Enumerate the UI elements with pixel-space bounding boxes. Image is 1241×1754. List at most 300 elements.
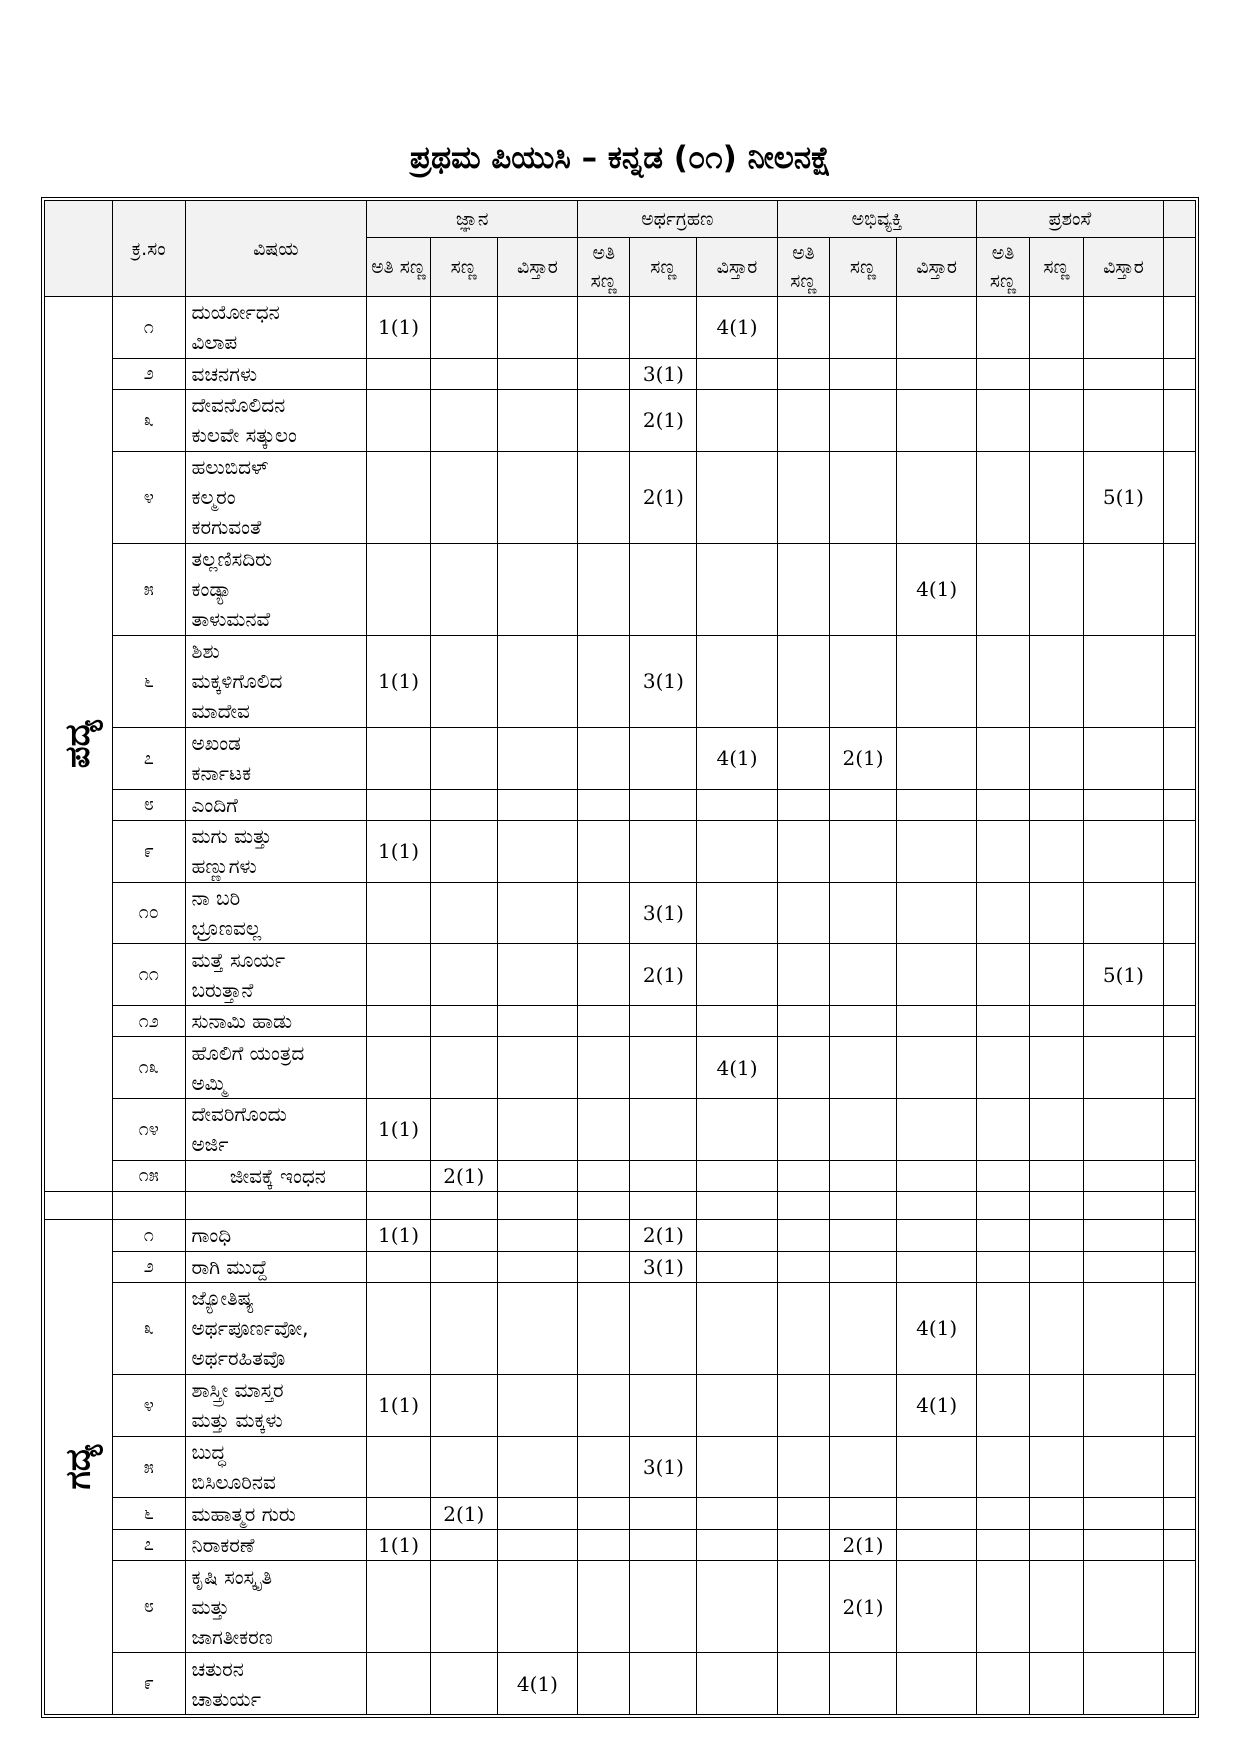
mark-cell	[697, 1561, 777, 1653]
blank-cell	[896, 1191, 976, 1219]
mark-cell	[977, 1653, 1029, 1715]
mark-cell	[497, 789, 577, 820]
topic-line: ಅರ್ಥರಹಿತವೊ	[191, 1346, 286, 1371]
mark-cell	[578, 1220, 630, 1251]
mark-cell	[497, 944, 577, 1006]
blueprint-table	[44, 200, 1196, 1715]
mark-cell	[630, 1098, 697, 1160]
topic-line: ಅಖಂಡ	[191, 731, 241, 756]
mark-cell	[1029, 1561, 1084, 1653]
mark-cell	[430, 358, 497, 389]
header-subcolumn: ಅತಿ ಸಣ್ಣ	[367, 238, 431, 297]
topic-line: ತಲ್ಲಣಿಸದಿರು	[191, 547, 273, 572]
mark-cell	[830, 1282, 897, 1374]
mark-cell	[896, 727, 976, 789]
mark-cell	[697, 789, 777, 820]
topic-line: ಹಲುಬಿದಳ್	[191, 455, 269, 480]
extra-cell	[1163, 390, 1195, 452]
extra-cell	[1163, 1251, 1195, 1282]
mark-cell	[1084, 1436, 1163, 1498]
blank-cell	[777, 1191, 829, 1219]
topic-line: ಜಾಗತೀಕರಣ	[191, 1624, 273, 1649]
mark-cell: 3(1)	[630, 882, 697, 944]
mark-cell	[630, 1005, 697, 1036]
mark-cell	[578, 882, 630, 944]
mark-cell	[697, 1251, 777, 1282]
mark-cell	[578, 1498, 630, 1529]
mark-cell	[578, 1375, 630, 1437]
topic-line: ಕರಗುವಂತೆ	[191, 515, 262, 540]
mark-cell	[430, 1220, 497, 1251]
extra-cell	[1163, 944, 1195, 1006]
mark-cell	[1084, 1037, 1163, 1099]
header-extra	[1163, 201, 1195, 238]
mark-cell	[1084, 1160, 1163, 1191]
mark-cell	[1084, 1529, 1163, 1560]
mark-cell	[367, 1498, 431, 1529]
mark-cell	[777, 635, 829, 727]
mark-cell	[977, 789, 1029, 820]
mark-cell	[896, 1098, 976, 1160]
mark-cell	[896, 820, 976, 882]
mark-cell: 2(1)	[630, 1220, 697, 1251]
mark-cell	[830, 1498, 897, 1529]
mark-cell: 1(1)	[367, 1529, 431, 1560]
mark-cell	[1084, 543, 1163, 635]
mark-cell	[896, 789, 976, 820]
topic-line: ಚಾತುರ್ಯ	[191, 1686, 261, 1711]
mark-cell	[430, 820, 497, 882]
mark-cell	[367, 1282, 431, 1374]
topic-line: ಕಂಡ್ಯಾ	[191, 577, 232, 602]
blank-cell	[497, 1191, 577, 1219]
mark-cell	[977, 1098, 1029, 1160]
mark-cell	[497, 1098, 577, 1160]
topic-cell	[185, 543, 367, 635]
table-row	[45, 1282, 1196, 1374]
mark-cell: 1(1)	[367, 1098, 431, 1160]
topic-cell	[185, 1436, 367, 1498]
mark-cell	[896, 1005, 976, 1036]
mark-cell: 1(1)	[367, 1220, 431, 1251]
mark-cell	[630, 1529, 697, 1560]
topic-line: ಕೃಷಿ ಸಂಸ್ಕೃತಿ	[191, 1564, 273, 1589]
extra-cell	[1163, 358, 1195, 389]
extra-cell	[1163, 882, 1195, 944]
topic-line: ತಾಳುಮನವೆ	[191, 607, 271, 632]
topic-cell	[185, 789, 367, 820]
topic-cell	[185, 358, 367, 389]
header-group: ಅರ್ಥಗ್ರಹಣ	[578, 201, 778, 238]
mark-cell	[430, 1436, 497, 1498]
header-subcolumn: ಸಣ್ಣ	[830, 238, 897, 297]
blank-cell	[430, 1191, 497, 1219]
mark-cell	[630, 543, 697, 635]
mark-cell	[367, 1005, 431, 1036]
mark-cell	[497, 1436, 577, 1498]
header-group: ಪ್ರಶಂಸೆ	[977, 201, 1163, 238]
extra-cell	[1163, 635, 1195, 727]
mark-cell	[1029, 635, 1084, 727]
mark-cell: 5(1)	[1084, 944, 1163, 1006]
mark-cell	[578, 1561, 630, 1653]
mark-cell	[1029, 358, 1084, 389]
mark-cell	[578, 1098, 630, 1160]
mark-cell	[1084, 820, 1163, 882]
table-row	[45, 1098, 1196, 1160]
topic-line: ದೇವರಿಗೊಂದು	[191, 1102, 287, 1127]
mark-cell	[896, 1436, 976, 1498]
mark-cell	[578, 1251, 630, 1282]
topic-cell	[185, 297, 367, 359]
mark-cell	[830, 1160, 897, 1191]
mark-cell	[830, 1251, 897, 1282]
mark-cell	[578, 543, 630, 635]
mark-cell	[578, 820, 630, 882]
header-subcolumn: ಅತಿ ಸಣ್ಣ	[578, 238, 630, 297]
mark-cell	[896, 297, 976, 359]
mark-cell	[1029, 543, 1084, 635]
mark-cell	[497, 882, 577, 944]
mark-cell	[1029, 1037, 1084, 1099]
mark-cell	[777, 1436, 829, 1498]
mark-cell	[830, 1375, 897, 1437]
mark-cell	[1084, 1653, 1163, 1715]
topic-cell	[185, 1529, 367, 1560]
mark-cell: 2(1)	[830, 1561, 897, 1653]
mark-cell	[497, 543, 577, 635]
topic-line: ಮತ್ತು ಮಕ್ಕಳು	[191, 1408, 283, 1433]
topic-line: ಭ್ರೂಣವಲ್ಲ	[191, 915, 262, 940]
mark-cell	[777, 451, 829, 543]
mark-cell	[497, 1498, 577, 1529]
topic-cell	[185, 944, 367, 1006]
mark-cell	[430, 1529, 497, 1560]
mark-cell	[430, 1037, 497, 1099]
mark-cell	[430, 390, 497, 452]
mark-cell	[1029, 882, 1084, 944]
topic-line: ಶಿಶು	[191, 639, 220, 664]
mark-cell	[697, 1282, 777, 1374]
mark-cell	[977, 727, 1029, 789]
mark-cell	[830, 820, 897, 882]
mark-cell	[777, 1282, 829, 1374]
extra-cell	[1163, 451, 1195, 543]
topic-line: ಮಕ್ಕಳಿಗೊಲಿದ	[191, 669, 283, 694]
mark-cell	[697, 944, 777, 1006]
mark-cell	[430, 1561, 497, 1653]
topic-line: ಜ್ಯೋತಿಷ್ಯ	[191, 1286, 254, 1311]
header-subcolumn: ವಿಸ್ತಾರ	[697, 238, 777, 297]
mark-cell: 1(1)	[367, 820, 431, 882]
blank-cell	[578, 1191, 630, 1219]
mark-cell	[830, 543, 897, 635]
mark-cell	[896, 451, 976, 543]
topic-cell	[185, 727, 367, 789]
mark-cell	[777, 390, 829, 452]
mark-cell	[697, 1436, 777, 1498]
header-subject: ವಿಷಯ	[185, 201, 367, 297]
mark-cell	[830, 882, 897, 944]
mark-cell	[497, 1375, 577, 1437]
topic-cell	[185, 1098, 367, 1160]
topic-line: ಅಮ್ಮಿ	[191, 1070, 227, 1095]
topic-cell	[185, 1375, 367, 1437]
header-subcolumn: ವಿಸ್ತಾರ	[896, 238, 976, 297]
mark-cell	[1084, 297, 1163, 359]
serial-cell: ೧೦	[113, 882, 185, 944]
topic-line: ಮಹಾತ್ಮರ ಗುರು	[191, 1501, 296, 1526]
table-row	[45, 358, 1196, 389]
mark-cell: 3(1)	[630, 358, 697, 389]
mark-cell	[977, 543, 1029, 635]
mark-cell	[1084, 635, 1163, 727]
mark-cell	[578, 451, 630, 543]
header-subcolumn: ಅತಿ ಸಣ್ಣ	[977, 238, 1029, 297]
mark-cell	[1029, 727, 1084, 789]
table-row	[45, 297, 1196, 359]
mark-cell	[977, 390, 1029, 452]
mark-cell	[497, 297, 577, 359]
mark-cell	[1029, 820, 1084, 882]
serial-cell: ೨	[113, 358, 185, 389]
mark-cell	[367, 1436, 431, 1498]
mark-cell: 4(1)	[697, 727, 777, 789]
extra-cell	[1163, 1653, 1195, 1715]
serial-cell: ೩	[113, 1282, 185, 1374]
mark-cell	[430, 1653, 497, 1715]
blank-cell	[630, 1191, 697, 1219]
topic-cell	[185, 1005, 367, 1036]
mark-cell	[497, 820, 577, 882]
mark-cell: 5(1)	[1084, 451, 1163, 543]
topic-cell	[185, 1653, 367, 1715]
table-row	[45, 543, 1196, 635]
mark-cell	[367, 1037, 431, 1099]
mark-cell	[497, 451, 577, 543]
extra-cell	[1163, 1098, 1195, 1160]
topic-cell	[185, 1561, 367, 1653]
mark-cell	[697, 1529, 777, 1560]
topic-cell	[185, 390, 367, 452]
mark-cell	[777, 820, 829, 882]
topic-line: ಜೀವಕ್ಕೆ ಇಂಧನ	[229, 1163, 326, 1188]
mark-cell	[1084, 1005, 1163, 1036]
topic-cell	[185, 1498, 367, 1529]
mark-cell	[578, 727, 630, 789]
serial-cell: ೯	[113, 1653, 185, 1715]
mark-cell	[1029, 1282, 1084, 1374]
mark-cell: 2(1)	[430, 1160, 497, 1191]
serial-cell: ೧	[113, 297, 185, 359]
mark-cell	[777, 543, 829, 635]
mark-cell	[430, 1375, 497, 1437]
mark-cell: 2(1)	[430, 1498, 497, 1529]
mark-cell: 2(1)	[830, 727, 897, 789]
serial-cell: ೧೫	[113, 1160, 185, 1191]
topic-line: ಶಾಸ್ತ್ರೀ ಮಾಸ್ತರ	[191, 1378, 284, 1403]
serial-cell: ೬	[113, 635, 185, 727]
mark-cell: 4(1)	[697, 1037, 777, 1099]
mark-cell	[630, 789, 697, 820]
topic-line: ರಾಗಿ ಮುದ್ದೆ	[191, 1254, 268, 1279]
mark-cell	[1084, 1282, 1163, 1374]
mark-cell	[578, 1653, 630, 1715]
mark-cell	[697, 635, 777, 727]
mark-cell	[430, 944, 497, 1006]
topic-line: ಸುನಾಮಿ ಹಾಡು	[191, 1009, 293, 1034]
serial-cell: ೧೨	[113, 1005, 185, 1036]
serial-cell: ೧	[113, 1220, 185, 1251]
mark-cell	[497, 1160, 577, 1191]
extra-cell	[1163, 1037, 1195, 1099]
mark-cell	[497, 635, 577, 727]
topic-line: ಮಗು ಮತ್ತು	[191, 824, 272, 849]
mark-cell	[977, 1037, 1029, 1099]
section-label-text: ಗದ್ಯ	[58, 1444, 99, 1490]
mark-cell	[777, 1653, 829, 1715]
mark-cell	[578, 1160, 630, 1191]
mark-cell	[830, 1653, 897, 1715]
extra-cell	[1163, 789, 1195, 820]
topic-cell	[185, 1037, 367, 1099]
topic-cell	[185, 820, 367, 882]
mark-cell	[977, 1498, 1029, 1529]
topic-line: ಕರ್ನಾಟಕ	[191, 761, 252, 786]
mark-cell: 2(1)	[630, 451, 697, 543]
mark-cell	[367, 390, 431, 452]
mark-cell	[1029, 1220, 1084, 1251]
extra-cell	[1163, 1220, 1195, 1251]
mark-cell	[777, 297, 829, 359]
topic-line: ಮಾದೇವ	[191, 699, 250, 724]
mark-cell	[896, 1653, 976, 1715]
mark-cell	[1029, 1005, 1084, 1036]
mark-cell	[830, 1220, 897, 1251]
mark-cell	[1029, 451, 1084, 543]
mark-cell	[497, 1037, 577, 1099]
mark-cell	[777, 1037, 829, 1099]
topic-line: ವಚನಗಳು	[191, 361, 258, 386]
mark-cell	[1029, 1529, 1084, 1560]
mark-cell	[697, 543, 777, 635]
mark-cell	[578, 1037, 630, 1099]
mark-cell	[697, 882, 777, 944]
mark-cell	[1084, 358, 1163, 389]
mark-cell	[430, 1282, 497, 1374]
serial-cell: ೩	[113, 390, 185, 452]
blank-cell	[45, 1191, 113, 1219]
mark-cell	[697, 451, 777, 543]
mark-cell	[777, 1561, 829, 1653]
mark-cell	[1029, 297, 1084, 359]
mark-cell: 2(1)	[830, 1529, 897, 1560]
mark-cell	[896, 1498, 976, 1529]
mark-cell	[497, 1005, 577, 1036]
extra-cell	[1163, 543, 1195, 635]
mark-cell	[630, 1037, 697, 1099]
mark-cell	[1084, 390, 1163, 452]
table-row	[45, 944, 1196, 1006]
mark-cell	[777, 882, 829, 944]
header-subcolumn: ಸಣ್ಣ	[430, 238, 497, 297]
serial-cell: ೪	[113, 1375, 185, 1437]
mark-cell	[1029, 1098, 1084, 1160]
mark-cell	[830, 358, 897, 389]
table-row	[45, 1375, 1196, 1437]
mark-cell	[578, 944, 630, 1006]
mark-cell	[367, 1160, 431, 1191]
serial-cell: ೯	[113, 820, 185, 882]
blank-cell	[977, 1191, 1029, 1219]
mark-cell	[1084, 1561, 1163, 1653]
topic-line: ಹಣ್ಣುಗಳು	[191, 854, 257, 879]
topic-line: ಬರುತ್ತಾನೆ	[191, 977, 254, 1002]
table-row	[45, 1561, 1196, 1653]
blank-cell	[113, 1191, 185, 1219]
mark-cell	[777, 1220, 829, 1251]
mark-cell	[977, 1005, 1029, 1036]
mark-cell	[367, 789, 431, 820]
mark-cell: 4(1)	[896, 1375, 976, 1437]
extra-cell	[1163, 297, 1195, 359]
topic-line: ವಿಲಾಪ	[191, 330, 238, 355]
table-row	[45, 1653, 1196, 1715]
mark-cell	[367, 727, 431, 789]
serial-cell: ೭	[113, 727, 185, 789]
extra-cell	[1163, 727, 1195, 789]
mark-cell	[578, 297, 630, 359]
mark-cell	[977, 1529, 1029, 1560]
mark-cell	[630, 1375, 697, 1437]
mark-cell	[430, 882, 497, 944]
extra-cell	[1163, 1436, 1195, 1498]
topic-line: ಕುಲವೇ ಸತ್ಕುಲಂ	[191, 423, 297, 448]
topic-line: ನಾ ಬರಿ	[191, 885, 241, 910]
serial-cell: ೧೪	[113, 1098, 185, 1160]
mark-cell	[977, 1436, 1029, 1498]
mark-cell	[497, 1251, 577, 1282]
mark-cell	[1084, 789, 1163, 820]
table-row	[45, 1436, 1196, 1498]
mark-cell	[977, 1561, 1029, 1653]
mark-cell	[578, 635, 630, 727]
serial-cell: ೮	[113, 1561, 185, 1653]
mark-cell	[497, 727, 577, 789]
header-extra	[1163, 238, 1195, 297]
topic-line: ಅರ್ಥಪೂರ್ಣವೋ,	[191, 1316, 309, 1341]
header-serial: ಕ್ರ.ಸಂ	[113, 201, 185, 297]
header-subcolumn: ವಿಸ್ತಾರ	[497, 238, 577, 297]
mark-cell	[830, 451, 897, 543]
mark-cell	[777, 1251, 829, 1282]
mark-cell	[697, 1005, 777, 1036]
section-label-prose	[45, 1220, 113, 1715]
mark-cell: 1(1)	[367, 1375, 431, 1437]
mark-cell	[1029, 1436, 1084, 1498]
table-row	[45, 635, 1196, 727]
mark-cell	[896, 635, 976, 727]
topic-cell	[185, 882, 367, 944]
mark-cell	[977, 451, 1029, 543]
mark-cell	[497, 390, 577, 452]
mark-cell	[697, 1498, 777, 1529]
mark-cell: 3(1)	[630, 635, 697, 727]
serial-cell: ೪	[113, 451, 185, 543]
blank-cell	[1084, 1191, 1163, 1219]
mark-cell	[977, 944, 1029, 1006]
blank-cell	[185, 1191, 367, 1219]
